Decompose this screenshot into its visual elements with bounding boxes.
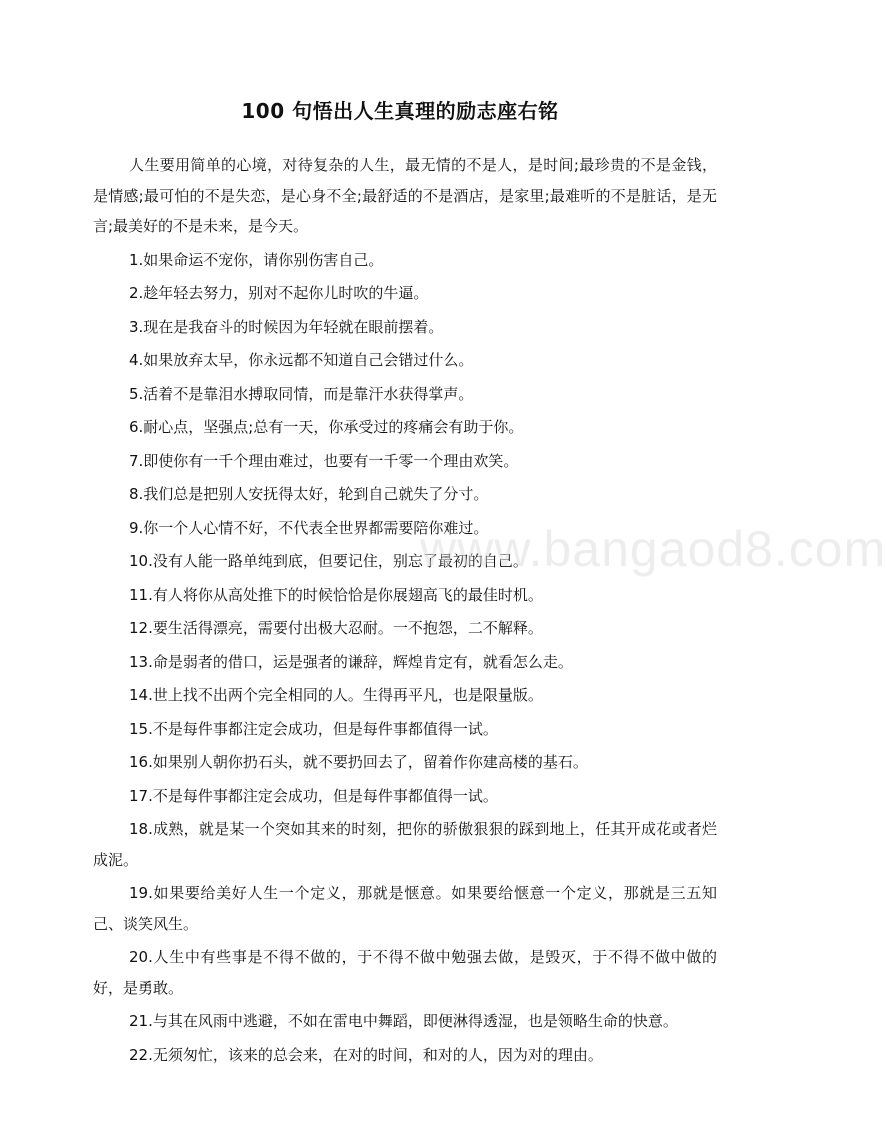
quote-item: 10.没有人能一路单纯到底，但要记住，别忘了最初的自己。: [129, 552, 528, 570]
quote-item: 9.你一个人心情不好，不代表全世界都需要陪你难过。: [129, 518, 489, 537]
quote-item: 20.人生中有些事是不得不做的，于不得不做中勉强去做，是毁灭，于不得不做中做的好，是勇敢。: [93, 948, 717, 997]
quote-item: 12.要生活得漂亮，需要付出极大忍耐。一不抱怨，二不解释。: [129, 619, 543, 637]
quote-list: [93, 245, 717, 1071]
quote-item: 4.如果放弃太早，你永远都不知道自己会错过什么。: [129, 351, 474, 369]
document-title: 100 句悟出人生真理的励志座右铭: [241, 99, 559, 123]
quote-item: 13.命是弱者的借口，运是强者的谦辞，辉煌肯定有，就看怎么走。: [129, 652, 573, 671]
quote-item: 18.成熟，就是某一个突如其来的时刻，把你的骄傲狠狠的踩到地上，任其开成花或者烂成泥。: [93, 820, 717, 869]
document-body: [93, 150, 717, 1073]
quote-item: 5.活着不是靠泪水搏取同情，而是靠汗水获得掌声。: [129, 384, 474, 403]
quote-item: 19.如果要给美好人生一个定义，那就是惬意。如果要给惬意一个定义，那就是三五知己、谈笑风生。: [93, 884, 717, 933]
quote-item: 7.即使你有一千个理由难过，也要有一千零一个理由欢笑。: [129, 451, 519, 470]
quote-item: 11.有人将你从高处推下的时候恰恰是你展翅高飞的最佳时机。: [129, 585, 543, 604]
quote-item: 14.世上找不出两个完全相同的人。生得再平凡，也是限量版。: [129, 686, 543, 704]
quote-item: 16.如果别人朝你扔石头，就不要扔回去了，留着作你建高楼的基石。: [129, 753, 588, 771]
quote-item: 22.无须匆忙，该来的总会来，在对的时间，和对的人，因为对的理由。: [129, 1045, 603, 1064]
quote-item: 6.耐心点，坚强点;总有一天，你承受过的疼痛会有助于你。: [129, 418, 524, 436]
intro-paragraph: 人生要用简单的心境，对待复杂的人生，最无情的不是人，是时间;最珍贵的不是金钱，是情感;最可怕的不是失恋，是心身不全;最舒适的不是酒店，是家里;最难听的不是脏话，是无言;最美好的不是未来，是今天。: [93, 156, 717, 235]
quote-item: 8.我们总是把别人安抚得太好，轮到自己就失了分寸。: [129, 485, 489, 503]
watermark: www.bangaod8.com: [420, 521, 886, 577]
quote-item: 15.不是每件事都注定会成功，但是每件事都值得一试。: [129, 719, 498, 738]
quote-item: 2.趁年轻去努力，别对不起你儿时吹的牛逼。: [129, 284, 429, 302]
quote-item: 1.如果命运不宠你，请你别伤害自己。: [129, 250, 384, 269]
quote-item: 21.与其在风雨中逃避，不如在雷电中舞蹈，即便淋得透湿，也是领略生命的快意。: [129, 1012, 678, 1030]
quote-item: 17.不是每件事都注定会成功，但是每件事都值得一试。: [129, 786, 498, 805]
quote-item: 3.现在是我奋斗的时候因为年轻就在眼前摆着。: [129, 317, 444, 336]
